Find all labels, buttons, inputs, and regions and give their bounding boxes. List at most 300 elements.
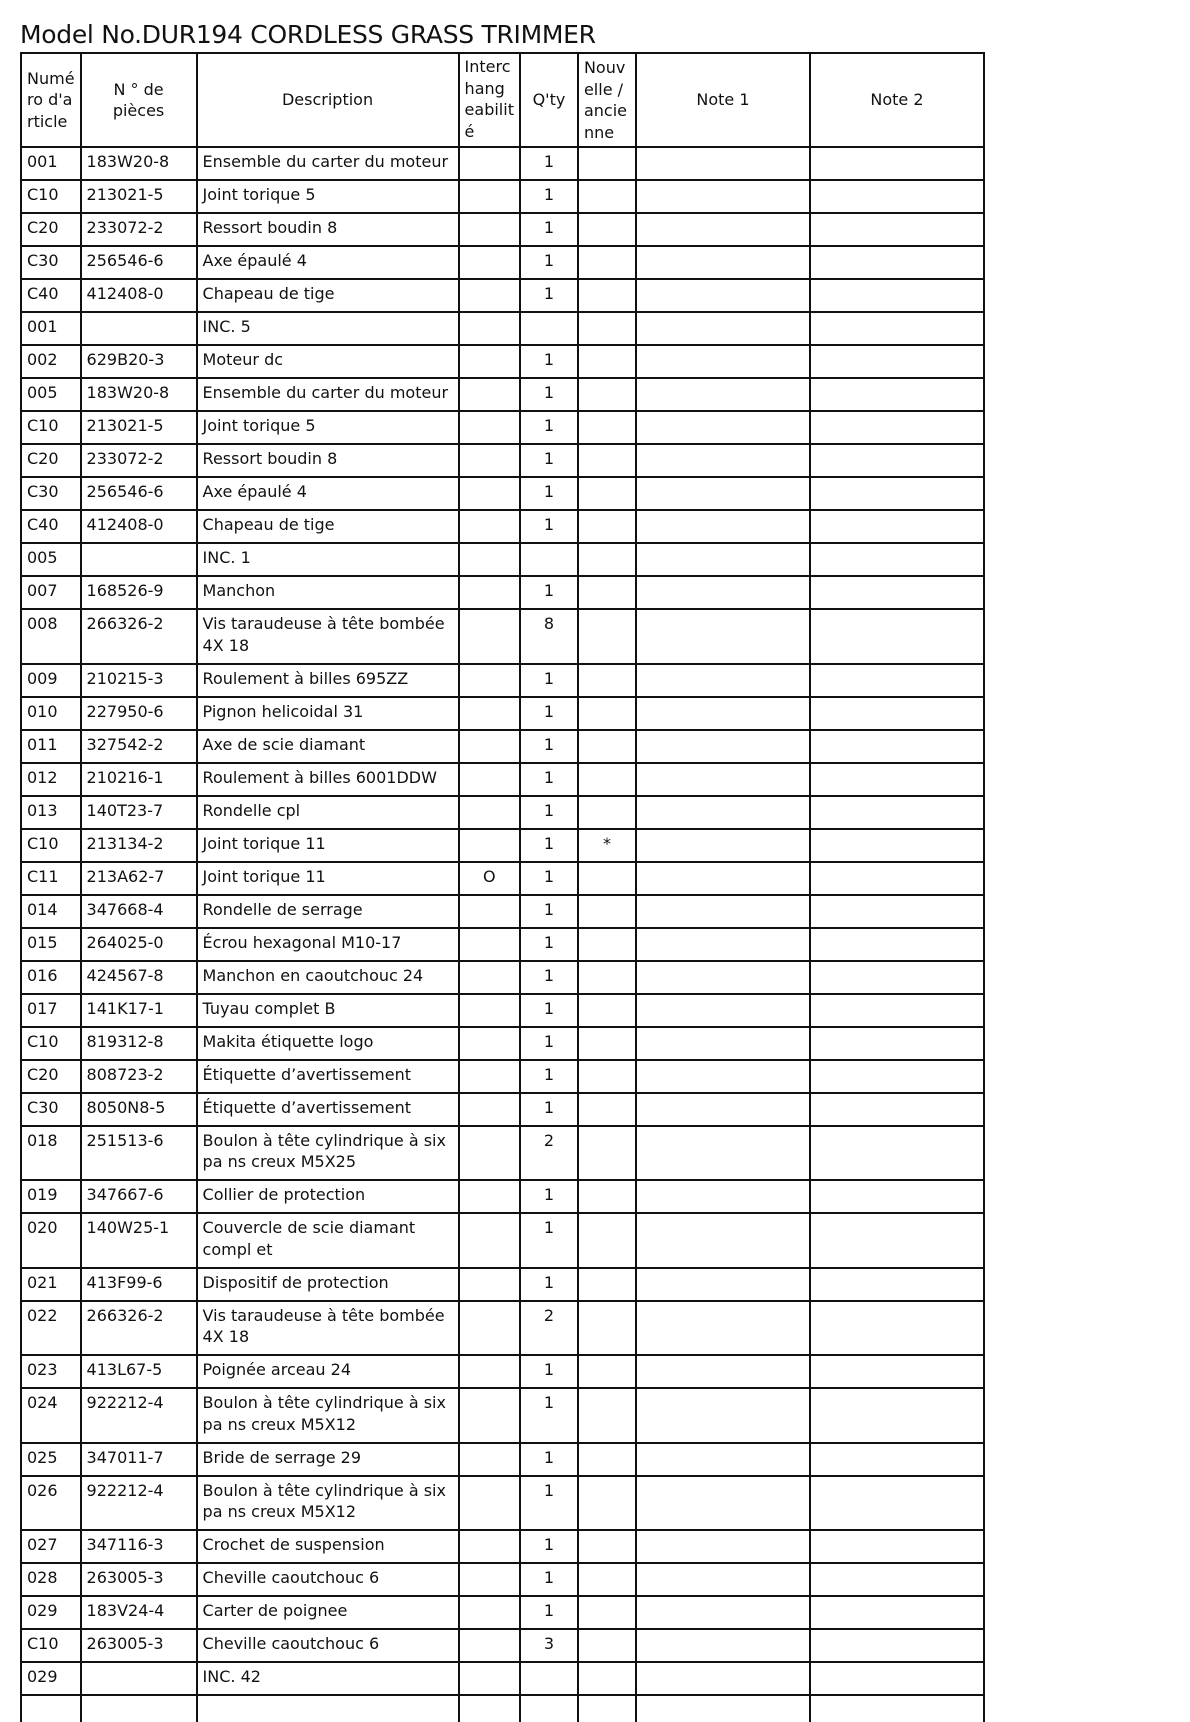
cell-description: Bride de serrage 29 (197, 1443, 459, 1476)
header-part-number: N ° de pièces (81, 53, 197, 147)
cell-note-1 (636, 862, 810, 895)
cell-new-old (578, 543, 636, 576)
cell-quantity (520, 1662, 578, 1695)
cell-quantity: 1 (520, 1563, 578, 1596)
cell-note-2 (810, 1093, 984, 1126)
cell-description: Joint torique 5 (197, 180, 459, 213)
cell-new-old (578, 1126, 636, 1181)
cell-quantity: 1 (520, 1476, 578, 1531)
cell-interchangeability (459, 1180, 520, 1213)
cell-item-number: 025 (21, 1443, 81, 1476)
cell-interchangeability (459, 664, 520, 697)
cell-new-old (578, 664, 636, 697)
table-row (21, 796, 984, 829)
cell-interchangeability (459, 1301, 520, 1356)
cell-part-number: 256546-6 (81, 477, 197, 510)
cell-item-number: C11 (21, 862, 81, 895)
cell-note-1 (636, 147, 810, 180)
cell-quantity: 1 (520, 345, 578, 378)
cell-interchangeability: O (459, 862, 520, 895)
cell-new-old (578, 697, 636, 730)
cell-note-2 (810, 697, 984, 730)
cell-interchangeability (459, 444, 520, 477)
cell-description: Manchon (197, 576, 459, 609)
cell-note-1 (636, 444, 810, 477)
cell-item-number: C10 (21, 1629, 81, 1662)
cell-item-number: C20 (21, 1060, 81, 1093)
cell-interchangeability (459, 477, 520, 510)
cell-item-number: 029 (21, 1596, 81, 1629)
cell-item-number: 013 (21, 796, 81, 829)
table-row (21, 1301, 984, 1356)
header-note-1: Note 1 (636, 53, 810, 147)
table-row (21, 928, 984, 961)
cell-part-number: 8050N8-5 (81, 1093, 197, 1126)
cell-new-old (578, 1629, 636, 1662)
cell-item-number: 015 (21, 928, 81, 961)
cell-note-1 (636, 796, 810, 829)
cell-empty (810, 1695, 984, 1722)
table-row (21, 862, 984, 895)
cell-note-2 (810, 147, 984, 180)
cell-part-number: 819312-8 (81, 1027, 197, 1060)
table-row (21, 510, 984, 543)
cell-quantity: 3 (520, 1629, 578, 1662)
cell-interchangeability (459, 609, 520, 664)
cell-new-old (578, 961, 636, 994)
cell-interchangeability (459, 1060, 520, 1093)
cell-new-old (578, 1301, 636, 1356)
cell-note-2 (810, 895, 984, 928)
header-interchangeability: Interc hang eabilit é (459, 53, 520, 147)
cell-description: Dispositif de protection (197, 1268, 459, 1301)
cell-new-old (578, 1213, 636, 1268)
cell-empty (520, 1695, 578, 1722)
cell-description: Roulement à billes 695ZZ (197, 664, 459, 697)
cell-part-number: 264025-0 (81, 928, 197, 961)
cell-description: Chapeau de tige (197, 279, 459, 312)
cell-note-2 (810, 796, 984, 829)
cell-note-2 (810, 862, 984, 895)
table-row (21, 378, 984, 411)
cell-interchangeability (459, 1662, 520, 1695)
cell-description: Écrou hexagonal M10-17 (197, 928, 459, 961)
cell-new-old (578, 1355, 636, 1388)
cell-note-2 (810, 961, 984, 994)
cell-quantity: 1 (520, 1596, 578, 1629)
table-row-continuation (21, 1695, 984, 1722)
cell-description: Crochet de suspension (197, 1530, 459, 1563)
cell-quantity: 1 (520, 1268, 578, 1301)
cell-item-number: 017 (21, 994, 81, 1027)
cell-part-number: 413L67-5 (81, 1355, 197, 1388)
cell-part-number: 327542-2 (81, 730, 197, 763)
table-row (21, 477, 984, 510)
table-row (21, 411, 984, 444)
cell-item-number: 010 (21, 697, 81, 730)
cell-note-1 (636, 1060, 810, 1093)
cell-new-old (578, 763, 636, 796)
cell-description: Joint torique 11 (197, 829, 459, 862)
table-row (21, 213, 984, 246)
cell-note-1 (636, 1027, 810, 1060)
cell-note-2 (810, 543, 984, 576)
cell-part-number: 347011-7 (81, 1443, 197, 1476)
table-row (21, 1629, 984, 1662)
cell-note-1 (636, 1093, 810, 1126)
cell-note-1 (636, 1629, 810, 1662)
cell-interchangeability (459, 763, 520, 796)
cell-quantity: 8 (520, 609, 578, 664)
cell-quantity: 1 (520, 444, 578, 477)
cell-note-1 (636, 895, 810, 928)
cell-note-1 (636, 1596, 810, 1629)
cell-new-old (578, 576, 636, 609)
cell-note-1 (636, 543, 810, 576)
cell-note-2 (810, 246, 984, 279)
cell-interchangeability (459, 829, 520, 862)
cell-part-number: 347667-6 (81, 1180, 197, 1213)
cell-note-2 (810, 510, 984, 543)
cell-quantity: 1 (520, 1213, 578, 1268)
table-row (21, 609, 984, 664)
table-row (21, 1180, 984, 1213)
cell-new-old (578, 1180, 636, 1213)
cell-quantity: 1 (520, 961, 578, 994)
cell-quantity: 1 (520, 510, 578, 543)
cell-interchangeability (459, 1126, 520, 1181)
cell-part-number: 266326-2 (81, 609, 197, 664)
cell-new-old (578, 1563, 636, 1596)
cell-part-number: 213A62-7 (81, 862, 197, 895)
cell-quantity: 1 (520, 1530, 578, 1563)
cell-description: Joint torique 11 (197, 862, 459, 895)
cell-note-2 (810, 444, 984, 477)
cell-item-number: 012 (21, 763, 81, 796)
cell-interchangeability (459, 213, 520, 246)
cell-part-number: 210216-1 (81, 763, 197, 796)
table-row (21, 994, 984, 1027)
cell-note-1 (636, 1563, 810, 1596)
cell-new-old (578, 180, 636, 213)
cell-interchangeability (459, 576, 520, 609)
cell-part-number: 347116-3 (81, 1530, 197, 1563)
cell-interchangeability (459, 1213, 520, 1268)
cell-description: Couvercle de scie diamant compl et (197, 1213, 459, 1268)
cell-note-2 (810, 1629, 984, 1662)
table-row (21, 961, 984, 994)
cell-note-2 (810, 279, 984, 312)
cell-part-number: 233072-2 (81, 213, 197, 246)
cell-part-number: 412408-0 (81, 279, 197, 312)
cell-quantity: 1 (520, 1027, 578, 1060)
table-row (21, 345, 984, 378)
cell-note-2 (810, 1027, 984, 1060)
cell-part-number: 629B20-3 (81, 345, 197, 378)
cell-quantity: 1 (520, 378, 578, 411)
cell-item-number: C30 (21, 1093, 81, 1126)
cell-note-1 (636, 763, 810, 796)
cell-part-number (81, 543, 197, 576)
header-new-old: Nouv elle / ancie nne (578, 53, 636, 147)
header-item-number: Numé ro d'a rticle (21, 53, 81, 147)
cell-part-number: 424567-8 (81, 961, 197, 994)
cell-new-old (578, 345, 636, 378)
cell-part-number: 141K17-1 (81, 994, 197, 1027)
cell-note-1 (636, 411, 810, 444)
cell-part-number: 922212-4 (81, 1388, 197, 1443)
cell-note-1 (636, 1662, 810, 1695)
page-title: Model No.DUR194 CORDLESS GRASS TRIMMER (20, 20, 596, 49)
table-row (21, 664, 984, 697)
cell-note-1 (636, 378, 810, 411)
cell-description: Poignée arceau 24 (197, 1355, 459, 1388)
cell-note-1 (636, 180, 810, 213)
cell-item-number: C30 (21, 246, 81, 279)
cell-item-number: C10 (21, 411, 81, 444)
cell-part-number: 808723-2 (81, 1060, 197, 1093)
cell-note-2 (810, 213, 984, 246)
cell-description: Vis taraudeuse à tête bombée 4X 18 (197, 609, 459, 664)
cell-item-number: 028 (21, 1563, 81, 1596)
cell-new-old (578, 994, 636, 1027)
cell-item-number: 016 (21, 961, 81, 994)
cell-part-number (81, 1662, 197, 1695)
table-row (21, 1388, 984, 1443)
cell-part-number: 256546-6 (81, 246, 197, 279)
cell-quantity: 1 (520, 730, 578, 763)
cell-note-1 (636, 829, 810, 862)
cell-note-1 (636, 213, 810, 246)
cell-item-number: 024 (21, 1388, 81, 1443)
cell-description: Carter de poignee (197, 1596, 459, 1629)
cell-quantity: 1 (520, 1443, 578, 1476)
cell-item-number: 019 (21, 1180, 81, 1213)
cell-description: INC. 5 (197, 312, 459, 345)
cell-interchangeability (459, 895, 520, 928)
cell-note-1 (636, 1443, 810, 1476)
cell-part-number: 140W25-1 (81, 1213, 197, 1268)
cell-note-2 (810, 576, 984, 609)
cell-item-number: C40 (21, 510, 81, 543)
cell-quantity: 1 (520, 763, 578, 796)
cell-note-2 (810, 411, 984, 444)
cell-description: Ensemble du carter du moteur (197, 378, 459, 411)
table-row (21, 697, 984, 730)
cell-description: Axe de scie diamant (197, 730, 459, 763)
cell-description: Vis taraudeuse à tête bombée 4X 18 (197, 1301, 459, 1356)
cell-note-2 (810, 477, 984, 510)
cell-interchangeability (459, 1629, 520, 1662)
cell-quantity: 2 (520, 1126, 578, 1181)
cell-quantity: 1 (520, 829, 578, 862)
cell-description: Chapeau de tige (197, 510, 459, 543)
cell-interchangeability (459, 1476, 520, 1531)
cell-interchangeability (459, 279, 520, 312)
cell-note-2 (810, 1213, 984, 1268)
table-row (21, 576, 984, 609)
cell-new-old (578, 1388, 636, 1443)
cell-new-old (578, 378, 636, 411)
cell-description: Rondelle cpl (197, 796, 459, 829)
table-row (21, 895, 984, 928)
table-row (21, 180, 984, 213)
cell-quantity: 1 (520, 279, 578, 312)
cell-new-old (578, 1268, 636, 1301)
table-row (21, 1443, 984, 1476)
cell-interchangeability (459, 378, 520, 411)
cell-new-old (578, 213, 636, 246)
cell-item-number: 022 (21, 1301, 81, 1356)
cell-description: Rondelle de serrage (197, 895, 459, 928)
cell-interchangeability (459, 246, 520, 279)
cell-description: INC. 42 (197, 1662, 459, 1695)
cell-description: Joint torique 5 (197, 411, 459, 444)
table-row (21, 1268, 984, 1301)
table-row (21, 730, 984, 763)
cell-note-2 (810, 994, 984, 1027)
cell-note-2 (810, 1126, 984, 1181)
cell-note-1 (636, 994, 810, 1027)
cell-new-old (578, 895, 636, 928)
table-row (21, 444, 984, 477)
cell-description: Roulement à billes 6001DDW (197, 763, 459, 796)
cell-item-number: C10 (21, 180, 81, 213)
cell-description: Cheville caoutchouc 6 (197, 1629, 459, 1662)
cell-part-number: 227950-6 (81, 697, 197, 730)
cell-note-1 (636, 1213, 810, 1268)
cell-quantity (520, 312, 578, 345)
cell-item-number: 018 (21, 1126, 81, 1181)
cell-item-number: 026 (21, 1476, 81, 1531)
cell-item-number: 023 (21, 1355, 81, 1388)
cell-description: Collier de protection (197, 1180, 459, 1213)
cell-note-1 (636, 1180, 810, 1213)
cell-note-1 (636, 477, 810, 510)
cell-note-2 (810, 1268, 984, 1301)
cell-description: Étiquette d’avertissement (197, 1093, 459, 1126)
cell-quantity: 1 (520, 928, 578, 961)
cell-note-2 (810, 345, 984, 378)
cell-note-2 (810, 763, 984, 796)
cell-part-number: 183W20-8 (81, 378, 197, 411)
cell-part-number: 233072-2 (81, 444, 197, 477)
cell-item-number: 001 (21, 147, 81, 180)
cell-part-number: 213134-2 (81, 829, 197, 862)
cell-new-old (578, 928, 636, 961)
table-row (21, 1476, 984, 1531)
cell-note-1 (636, 576, 810, 609)
cell-part-number: 263005-3 (81, 1563, 197, 1596)
cell-note-1 (636, 609, 810, 664)
cell-description: Étiquette d’avertissement (197, 1060, 459, 1093)
cell-interchangeability (459, 1530, 520, 1563)
cell-interchangeability (459, 345, 520, 378)
cell-note-1 (636, 664, 810, 697)
cell-quantity: 1 (520, 147, 578, 180)
cell-part-number: 213021-5 (81, 411, 197, 444)
cell-quantity: 1 (520, 664, 578, 697)
table-row (21, 1126, 984, 1181)
cell-note-2 (810, 928, 984, 961)
cell-new-old (578, 411, 636, 444)
cell-part-number: 140T23-7 (81, 796, 197, 829)
cell-item-number: 029 (21, 1662, 81, 1695)
cell-interchangeability (459, 1563, 520, 1596)
cell-interchangeability (459, 1443, 520, 1476)
cell-quantity: 1 (520, 246, 578, 279)
table-row (21, 312, 984, 345)
cell-description: Pignon helicoidal 31 (197, 697, 459, 730)
cell-item-number: C10 (21, 1027, 81, 1060)
cell-quantity: 1 (520, 862, 578, 895)
cell-new-old (578, 1530, 636, 1563)
cell-new-old (578, 1596, 636, 1629)
cell-item-number: 027 (21, 1530, 81, 1563)
cell-description: Boulon à tête cylindrique à six pa ns creux M5X12 (197, 1388, 459, 1443)
header-note-2: Note 2 (810, 53, 984, 147)
cell-new-old (578, 444, 636, 477)
cell-new-old: * (578, 829, 636, 862)
cell-part-number: 251513-6 (81, 1126, 197, 1181)
cell-new-old (578, 279, 636, 312)
cell-description: Boulon à tête cylindrique à six pa ns creux M5X12 (197, 1476, 459, 1531)
cell-note-1 (636, 1355, 810, 1388)
cell-item-number: 009 (21, 664, 81, 697)
cell-new-old (578, 147, 636, 180)
cell-new-old (578, 796, 636, 829)
cell-note-2 (810, 609, 984, 664)
cell-new-old (578, 730, 636, 763)
cell-interchangeability (459, 312, 520, 345)
cell-note-2 (810, 1662, 984, 1695)
table-row (21, 246, 984, 279)
cell-new-old (578, 1093, 636, 1126)
cell-quantity: 1 (520, 697, 578, 730)
header-description: Description (197, 53, 459, 147)
cell-interchangeability (459, 1388, 520, 1443)
cell-new-old (578, 1027, 636, 1060)
cell-description: Ressort boudin 8 (197, 444, 459, 477)
cell-interchangeability (459, 411, 520, 444)
cell-interchangeability (459, 1596, 520, 1629)
cell-interchangeability (459, 1027, 520, 1060)
cell-interchangeability (459, 1268, 520, 1301)
cell-new-old (578, 609, 636, 664)
cell-quantity: 1 (520, 1093, 578, 1126)
cell-description: Axe épaulé 4 (197, 246, 459, 279)
cell-note-2 (810, 1563, 984, 1596)
cell-item-number: C30 (21, 477, 81, 510)
cell-note-2 (810, 1530, 984, 1563)
cell-note-2 (810, 664, 984, 697)
cell-new-old (578, 312, 636, 345)
cell-part-number (81, 312, 197, 345)
table-row (21, 1027, 984, 1060)
cell-interchangeability (459, 796, 520, 829)
table-row (21, 829, 984, 862)
cell-note-1 (636, 1301, 810, 1356)
cell-note-1 (636, 312, 810, 345)
cell-empty (636, 1695, 810, 1722)
cell-note-1 (636, 510, 810, 543)
cell-part-number: 213021-5 (81, 180, 197, 213)
cell-note-1 (636, 1476, 810, 1531)
cell-quantity: 1 (520, 213, 578, 246)
cell-quantity: 1 (520, 1180, 578, 1213)
cell-new-old (578, 862, 636, 895)
table-row (21, 279, 984, 312)
